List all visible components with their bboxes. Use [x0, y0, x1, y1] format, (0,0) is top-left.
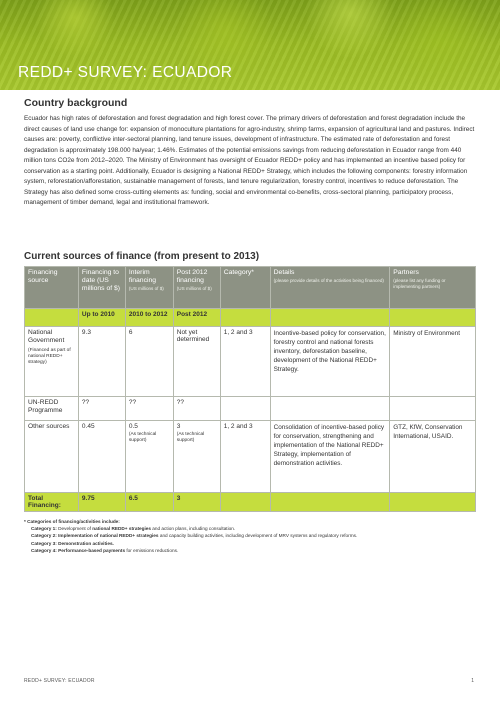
- col-details: Details (please provide details of the activities being financed): [270, 267, 390, 309]
- table-row: Other sources 0.45 0.5 (As technical support) 3 (As technical support) 1, 2 and 3 Consolidation of incentive-based policy for conservation, strengthening and implementation of the National REDD+ Strategy, implementation of demonstration activities. GTZ, KfW, Conservation International, USAID.: [25, 421, 476, 493]
- table-header-row: [25, 267, 476, 309]
- col-category: Category*: [220, 267, 270, 309]
- footnote-heading: * Categories of financing/activities include:: [24, 519, 120, 524]
- table-row: National Government (Financed as part of national REDD+ strategy) 9.3 6 Not yet determined 1, 2 and 3 Incentive-based policy for conservation, forestry control and national forests inventory, deforestation baseline, development of the National REDD+ Strategy. Ministry of Environment: [25, 327, 476, 397]
- country-background-heading: Country background: [24, 97, 128, 109]
- page-title: REDD+ SURVEY: ECUADOR: [18, 64, 233, 81]
- period-interim: 2010 to 2012: [125, 309, 173, 327]
- footnote-item: Category 4: Performance-based payments for emissions reductions.: [31, 547, 179, 553]
- total-row: Total Financing: 9.75 6.5 3: [25, 493, 476, 512]
- footnote-item: Category 2: Implementation of national REDD+ strategies and capacity building activities, including development of MRV systems and regulatory reforms.: [31, 533, 358, 539]
- country-background-text: Ecuador has high rates of deforestation and forest degradation and high forest cover. The primary drivers of deforestation and forest degradation include the direct causes of land use change for: expansion of monoculture plantations for agro-industry, shrimp farms, expansion of agricultural land and pastures. Indirect causes are: poverty, conflictive inter-sectoral planning, land tenure issues, development of infrastructure. The estimated rate of deforestation and forest degradation is approximately 198.000 ha/year; 1.46%. Estimates of the potential emissions savings from reducing deforestation in Ecuador range from 440 million tons CO2e from 2012–2020. The Ministry of Environment has oversight of Ecuador REDD+ policy and has implemented an incentive based policy for conservation as a starting point. Additionally, Ecuador is designing a National REDD+ Strategy, which includes the following components: forestry information system, reforestation/afforestation, sustainable management of forests, land tenure regularization, forestry control, incentives to reduce deforestation. The Strategy has also defined some cross-cutting elements as: funding, social and environmental co-benefits, cross-sectoral planning, participatory process, management of timber demand, legal and institutional framework.: [24, 115, 475, 206]
- header-banner: [0, 0, 500, 90]
- footer-title: REDD+ SURVEY: ECUADOR: [24, 678, 95, 684]
- footnote-item: Category 1: Development of national REDD+ strategies and action plans, including consultation.: [31, 526, 236, 532]
- period-post: Post 2012: [173, 309, 220, 327]
- footnotes: [24, 518, 476, 554]
- finance-heading: Current sources of finance (from present to 2013): [24, 251, 260, 262]
- period-row: [25, 309, 476, 327]
- page-number: 1: [471, 678, 474, 684]
- col-to-date: Financing to date (US millions of $): [78, 267, 125, 309]
- table-row: UN-REDD Programme ?? ?? ??: [25, 397, 476, 421]
- total-label: Total Financing:: [25, 493, 79, 512]
- col-post: Post 2012 financing (US millions of $): [173, 267, 220, 309]
- country-background-section: [24, 97, 476, 209]
- col-partners: Partners (please list any funding or implementing partners): [390, 267, 476, 309]
- footnote-item: Category 3: Demonstration activities.: [31, 540, 114, 546]
- period-to-date: Up to 2010: [78, 309, 125, 327]
- col-interim: Interim financing (US millions of $): [125, 267, 173, 309]
- finance-table: [24, 266, 476, 512]
- col-source: Financing source: [25, 267, 79, 309]
